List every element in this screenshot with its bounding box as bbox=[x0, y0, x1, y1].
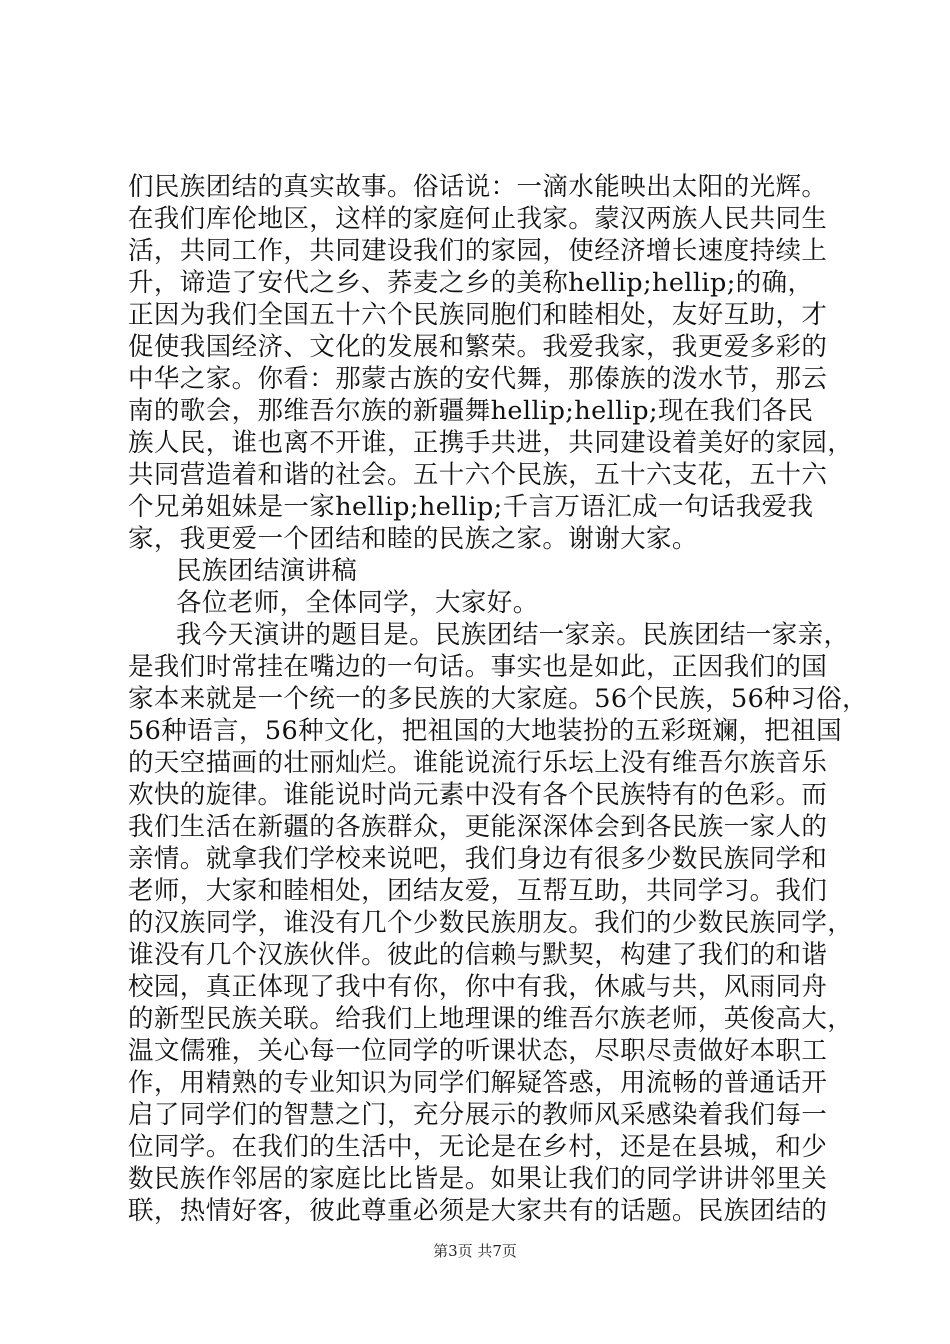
text-line-12: 家，我更爱一个团结和睦的民族之家。谢谢大家。 bbox=[128, 524, 698, 554]
text-line-3: 活，共同工作，共同建设我们的家园，使经济增长速度持续上 bbox=[128, 236, 828, 266]
text-line-30: 启了同学们的智慧之门，充分展示的教师风采感染着我们每一 bbox=[128, 1100, 828, 1130]
text-line-11: 个兄弟姐妹是一家hellip;hellip;千言万语汇成一句话我爱我 bbox=[128, 492, 814, 522]
text-line-25: 谁没有几个汉族伙伴。彼此的信赖与默契，构建了我们的和谐 bbox=[128, 940, 828, 970]
text-line-29: 作，用精熟的专业知识为同学们解疑答惑，用流畅的普通话开 bbox=[128, 1068, 828, 1098]
text-line-7: 中华之家。你看：那蒙古族的安代舞，那傣族的泼水节，那云 bbox=[128, 364, 828, 394]
document-body bbox=[128, 171, 868, 1227]
page-footer bbox=[0, 1241, 950, 1261]
section-title: 民族团结演讲稿 bbox=[176, 556, 358, 586]
text-line-16: 是我们时常挂在嘴边的一句话。事实也是如此，正因我们的国 bbox=[128, 652, 828, 682]
text-line-17: 家本来就是一个统一的多民族的大家庭。56个民族，56种习俗， bbox=[128, 684, 868, 714]
text-line-15: 我今天演讲的题目是。民族团结一家亲。民族团结一家亲， bbox=[176, 620, 850, 650]
text-line-8: 南的歌会，那维吾尔族的新疆舞hellip;hellip;现在我们各民 bbox=[128, 396, 814, 426]
text-line-9: 族人民，谁也离不开谁，正携手共进，共同建设着美好的家园， bbox=[128, 428, 854, 458]
text-line-22: 亲情。就拿我们学校来说吧，我们身边有很多少数民族同学和 bbox=[128, 844, 828, 874]
text-line-27: 的新型民族关联。给我们上地理课的维吾尔族老师，英俊高大， bbox=[128, 1004, 854, 1034]
text-line-4: 升，谛造了安代之乡、荞麦之乡的美称hellip;hellip;的确， bbox=[128, 268, 814, 298]
text-line-28: 温文儒雅，关心每一位同学的听课状态，尽职尽责做好本职工 bbox=[128, 1036, 828, 1066]
text-line-33: 联，热情好客，彼此尊重必须是大家共有的话题。民族团结的 bbox=[128, 1196, 828, 1226]
text-line-23: 老师，大家和睦相处，团结友爱，互帮互助，共同学习。我们 bbox=[128, 876, 828, 906]
text-line-19: 的天空描画的壮丽灿烂。谁能说流行乐坛上没有维吾尔族音乐 bbox=[128, 748, 828, 778]
text-line-1: 们民族团结的真实故事。俗话说：一滴水能映出太阳的光辉。 bbox=[128, 172, 828, 202]
text-line-10: 共同营造着和谐的社会。五十六个民族，五十六支花，五十六 bbox=[128, 460, 828, 490]
page-number: 第3页 共7页 bbox=[433, 1242, 517, 1260]
text-line-24: 的汉族同学，谁没有几个少数民族朋友。我们的少数民族同学， bbox=[128, 908, 854, 938]
greeting-line: 各位老师，全体同学，大家好。 bbox=[176, 588, 539, 618]
text-line-5: 正因为我们全国五十六个民族同胞们和睦相处，友好互助，才 bbox=[128, 300, 828, 330]
text-line-21: 我们生活在新疆的各族群众，更能深深体会到各民族一家人的 bbox=[128, 812, 828, 842]
text-line-20: 欢快的旋律。谁能说时尚元素中没有各个民族特有的色彩。而 bbox=[128, 780, 828, 810]
text-line-31: 位同学。在我们的生活中，无论是在乡村，还是在县城，和少 bbox=[128, 1132, 828, 1162]
text-line-18: 56种语言，56种文化，把祖国的大地装扮的五彩斑斓，把祖国 bbox=[128, 716, 842, 746]
text-line-26: 校园，真正体现了我中有你，你中有我，休戚与共，风雨同舟 bbox=[128, 972, 828, 1002]
text-line-32: 数民族作邻居的家庭比比皆是。如果让我们的同学讲讲邻里关 bbox=[128, 1164, 828, 1194]
text-line-6: 促使我国经济、文化的发展和繁荣。我爱我家，我更爱多彩的 bbox=[128, 332, 828, 362]
text-line-2: 在我们库伦地区，这样的家庭何止我家。蒙汉两族人民共同生 bbox=[128, 204, 828, 234]
